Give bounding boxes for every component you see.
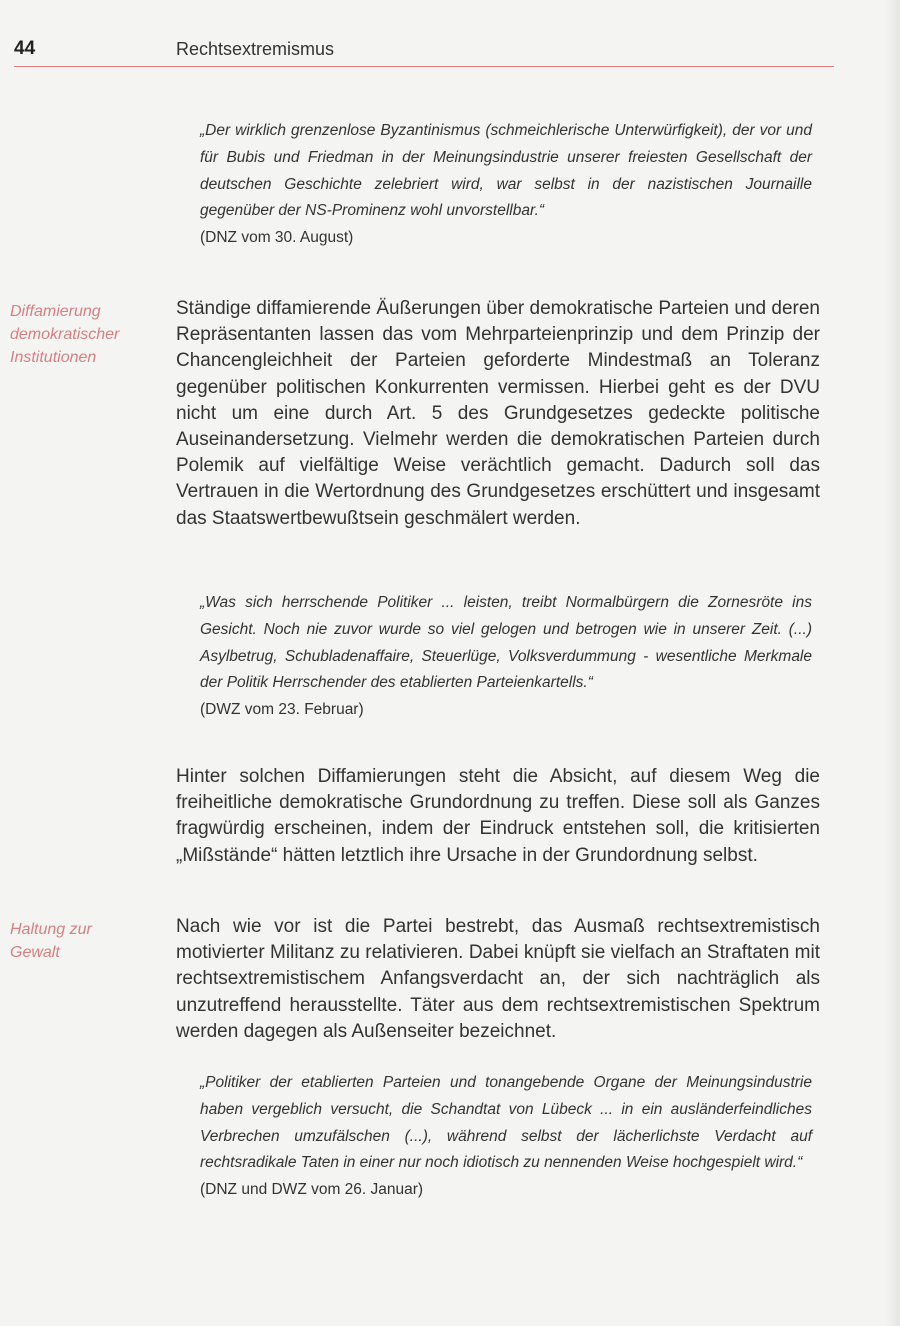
quote-text: „Was sich herrschende Politiker ... leisten, treibt Normalbürgern die Zornesröte ins Gesicht. Noch nie zuvor wurde so viel gelogen und betrogen wie in unserer Zeit. (...) Asylbetrug, Schubladenaffaire, Steuerlüge, Volksverdummung - wesentliche Merkmale der Politik Herrschender des etablierten Parteienkartells.“	[200, 594, 812, 692]
page-header	[14, 38, 834, 68]
running-title: Rechtsextremismus	[176, 39, 335, 59]
quote-text: „Politiker der etablierten Parteien und tonangebende Organe der Meinungsindustrie haben vergeblich versucht, die Schandtat von Lübeck ... in ein ausländerfeindliches Verbrechen umzufälschen (...), während selbst der lächerlichste Verdacht auf rechtsradikale Taten in einer nur noch idiotisch zu nennenden Weise hochgespielt wird.“	[200, 1074, 812, 1172]
page-edge-shadow	[886, 0, 900, 1326]
margin-note-diffamierung: Diffamierung demokratischer Institutionen	[10, 303, 120, 366]
quote-block	[200, 1070, 812, 1203]
body-paragraph: Ständige diffamierende Äußerungen über demokratische Parteien und deren Repräsentanten lassen das vom Mehrparteienprinzip und dem Prinzip der Chancengleichheit der Parteien geforderte Mindestmaß an Toleranz gegenüber politischen Konkurrenten vermissen. Hierbei geht es der DVU nicht um eine durch Art. 5 des Grundgesetzes gedeckte politische Auseinandersetzung. Vielmehr werden die demokratischen Parteien durch Polemik auf vielfältige Weise verächtlich gemacht. Dadurch soll das Vertrauen in die Wertordnung des Grundgesetzes erschüttert und insgesamt das Staatswertbewußtsein geschmälert werden.	[176, 298, 820, 529]
quote-block	[200, 118, 812, 251]
margin-note-gewalt: Haltung zur Gewalt	[10, 921, 92, 961]
quote-source: (DNZ und DWZ vom 26. Januar)	[200, 1181, 424, 1199]
header-rule	[14, 66, 834, 67]
quote-block	[200, 590, 812, 723]
page-number: 44	[14, 38, 36, 59]
quote-source: (DWZ vom 23. Februar)	[200, 701, 364, 719]
quote-source: (DNZ vom 30. August)	[200, 229, 354, 247]
quote-text: „Der wirklich grenzenlose Byzantinismus (schmeichlerische Unterwürfigkeit), der vor und für Bubis und Friedman in der Meinungsindustrie unserer freiesten Gesellschaft der deutschen Geschichte zelebriert wird, war selbst in der nazistischen Journaille gegenüber der NS-Prominenz wohl unvorstellbar.“	[200, 122, 812, 220]
body-paragraph: Hinter solchen Diffamierungen steht die Absicht, auf diesem Weg die freiheitliche demokratische Grundordnung zu treffen. Diese soll als Ganzes fragwürdig erscheinen, indem der Eindruck entstehen soll, die kritisierten „Mißstände“ hätten letztlich ihre Ursache in der Grundordnung selbst.	[176, 766, 820, 866]
body-paragraph: Nach wie vor ist die Partei bestrebt, das Ausmaß rechtsextremistisch motivierter Militanz zu relativieren. Dabei knüpft sie vielfach an Straftaten mit rechtsextremistischem Anfangsverdacht an, der sich nachträglich als unzutreffend herausstellte. Täter aus dem rechtsextremistischen Spektrum werden dagegen als Außenseiter bezeichnet.	[176, 916, 820, 1042]
